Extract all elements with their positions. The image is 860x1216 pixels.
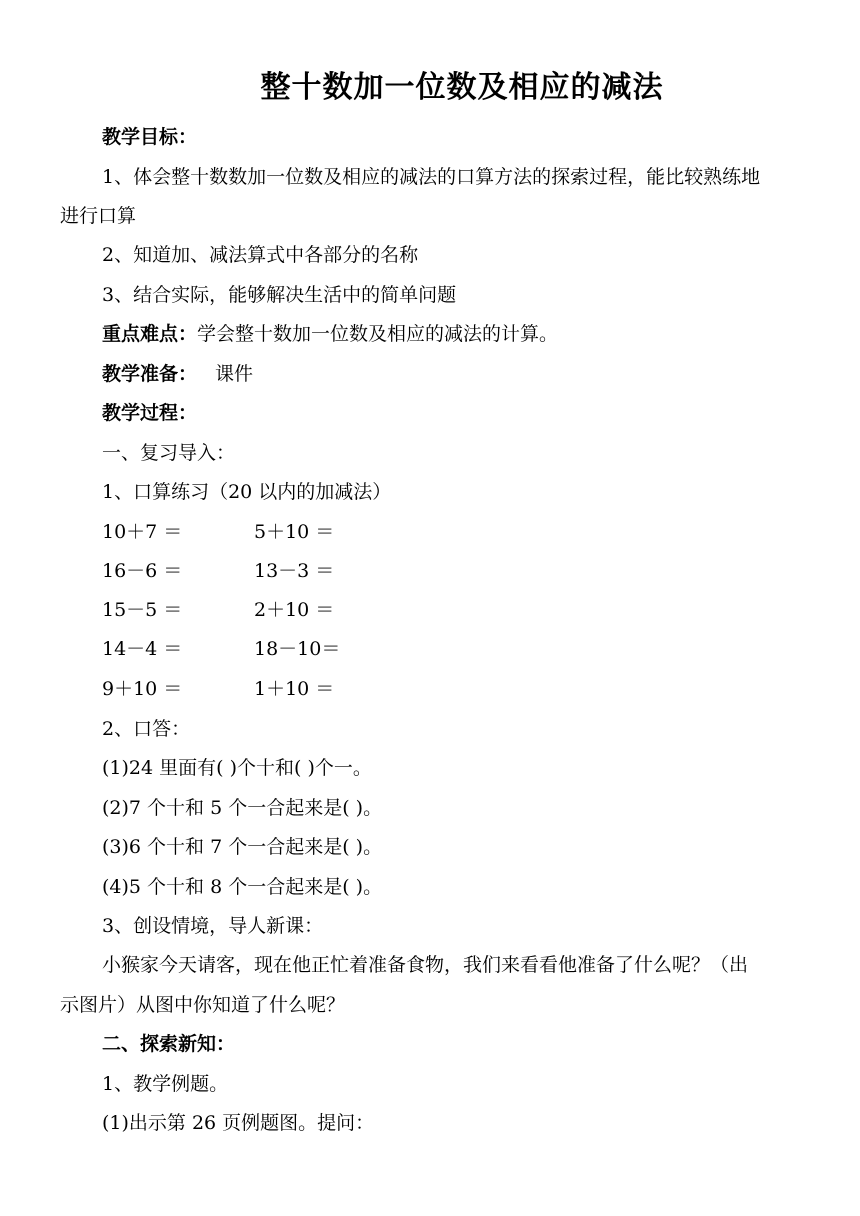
drill-heading: 1、口算练习（20 以内的加减法） — [102, 481, 392, 503]
drill-right: 5＋10 ＝ — [254, 521, 335, 543]
process-heading: 教学过程： — [102, 402, 198, 424]
scene-text-line-1: 小猴家今天请客，现在他正忙着准备食物，我们来看看他准备了什么呢？（出 — [102, 954, 749, 976]
explore-heading: 二、探索新知： — [102, 1033, 236, 1055]
drill-left: 15－5 ＝ — [102, 599, 183, 621]
drill-left: 16－6 ＝ — [102, 560, 183, 582]
drill-row — [102, 676, 804, 702]
objectives-heading: 教学目标： — [102, 126, 198, 148]
drill-right: 2＋10 ＝ — [254, 599, 335, 621]
objective-3: 3、结合实际，能够解决生活中的简单问题 — [102, 284, 457, 306]
key-points — [102, 321, 804, 347]
drill-left: 10＋7 ＝ — [102, 521, 183, 543]
example-step-1: (1)出示第 26 页例题图。提问： — [102, 1112, 375, 1134]
oral-question: (4)5 个十和 8 个一合起来是( )。 — [102, 876, 383, 898]
key-points-label: 重点难点： — [102, 323, 198, 345]
objective-1-line-1: 1、体会整十数数加一位数及相应的减法的口算方法的探索过程，能比较熟练地 — [102, 166, 761, 188]
objective-1-line-2: 进行口算 — [60, 205, 137, 227]
preparation — [102, 361, 804, 387]
drill-row — [102, 519, 804, 545]
example-heading: 1、教学例题。 — [102, 1073, 229, 1095]
review-heading: 一、复习导入： — [102, 442, 236, 464]
objective-2: 2、知道加、减法算式中各部分的名称 — [102, 244, 419, 266]
drill-right: 1＋10 ＝ — [254, 678, 335, 700]
scene-text-line-2: 示图片）从图中你知道了什么呢？ — [60, 994, 346, 1016]
drill-left: 9＋10 ＝ — [102, 678, 183, 700]
drill-row — [102, 558, 804, 584]
oral-question: (1)24 里面有( )个十和( )个一。 — [102, 757, 372, 779]
preparation-label: 教学准备： — [102, 363, 198, 385]
oral-question: (3)6 个十和 7 个一合起来是( )。 — [102, 836, 383, 858]
oral-question: (2)7 个十和 5 个一合起来是( )。 — [102, 797, 383, 819]
oral-heading: 2、口答： — [102, 718, 191, 740]
drill-row — [102, 636, 804, 662]
drill-row — [102, 597, 804, 623]
key-points-text: 学会整十数加一位数及相应的减法的计算。 — [197, 323, 559, 345]
preparation-text: 课件 — [215, 363, 254, 385]
drill-right: 18－10＝ — [254, 638, 341, 660]
page-title: 整十数加一位数及相应的减法 — [260, 70, 664, 105]
drill-left: 14－4 ＝ — [102, 638, 183, 660]
scene-heading: 3、创设情境，导人新课： — [102, 915, 324, 937]
drill-right: 13－3 ＝ — [254, 560, 335, 582]
